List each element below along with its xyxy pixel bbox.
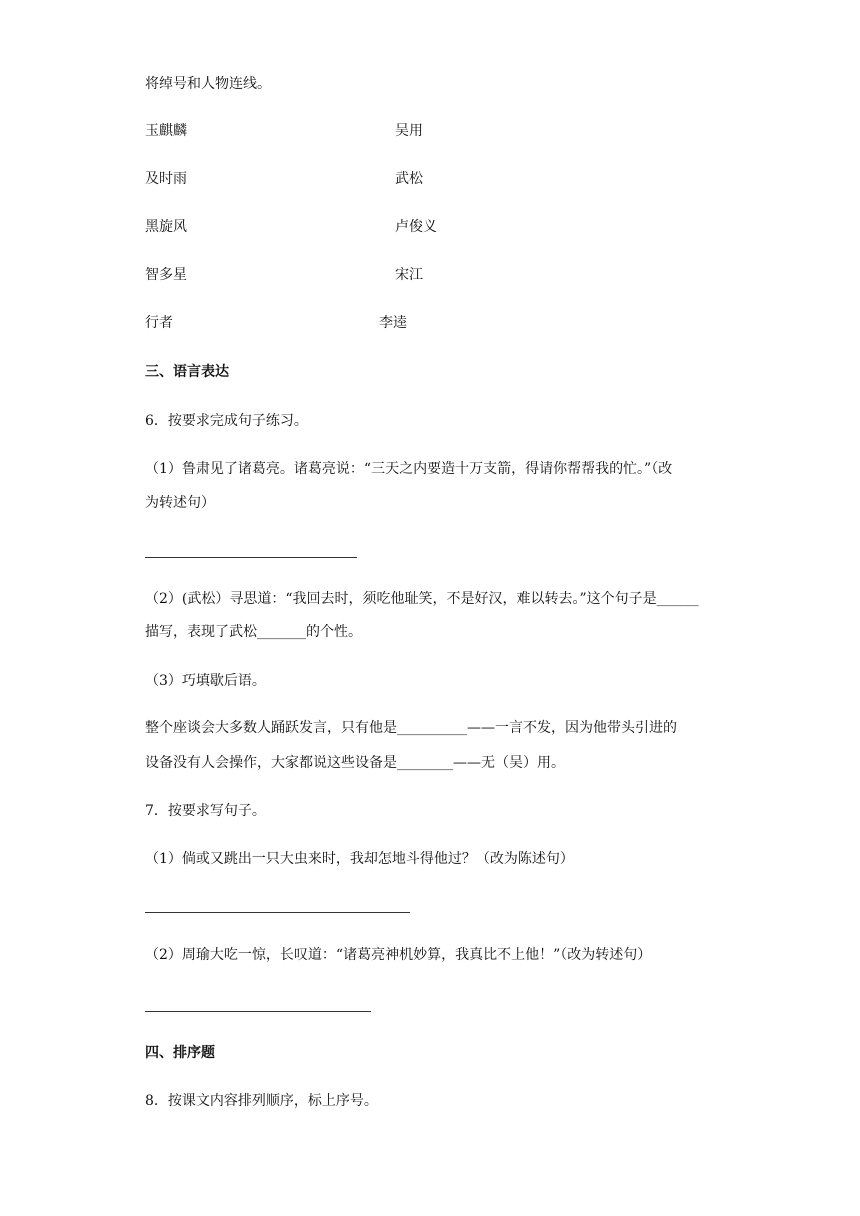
person-4: 宋江 — [395, 267, 423, 283]
q6-part2-line1: （2）(武松）寻思道：“我回去时，须吃他耻笑，不是好汉，难以转去。”这个句子是______ — [145, 591, 699, 607]
q6-part1-line2: 为转述句） — [145, 495, 215, 511]
nickname-3: 黑旋风 — [145, 219, 187, 235]
nickname-1: 玉麒麟 — [145, 123, 187, 139]
q7-part2-answer-line[interactable] — [145, 1011, 371, 1012]
nickname-4: 智多星 — [145, 267, 187, 283]
q6-part2-line2: 描写，表现了武松_______的个性。 — [145, 624, 362, 640]
person-3: 卢俊义 — [395, 219, 437, 235]
q6-part3-title: （3）巧填歇后语。 — [145, 673, 266, 689]
q6-part1-line1: （1）鲁肃见了诸葛亮。诸葛亮说：“三天之内要造十万支箭，得请你帮帮我的忙。”（改 — [145, 461, 673, 477]
question-8-title: 8．按课文内容排列顺序，标上序号。 — [145, 1093, 378, 1109]
match-instruction: 将绰号和人物连线。 — [145, 76, 271, 92]
section-3-heading: 三、语言表达 — [145, 364, 229, 380]
person-5: 李逵 — [379, 315, 407, 331]
q6-part1-answer-line[interactable] — [145, 557, 357, 558]
person-1: 吴用 — [395, 123, 423, 139]
q7-part2: （2）周瑜大吃一惊，长叹道：“诸葛亮神机妙算，我真比不上他！”（改为转述句） — [145, 947, 652, 963]
nickname-2: 及时雨 — [145, 171, 187, 187]
q7-part1: （1）倘或又跳出一只大虫来时，我却怎地斗得他过？（改为陈述句） — [145, 851, 574, 867]
q6-part3-line2: 设备没有人会操作，大家都说这些设备是________——无（吴）用。 — [145, 755, 565, 771]
person-2: 武松 — [395, 171, 423, 187]
q6-part3-line1: 整个座谈会大多数人踊跃发言，只有他是__________——一言不发，因为他带头引进的 — [145, 720, 677, 736]
q7-part1-answer-line[interactable] — [145, 912, 410, 913]
question-6-title: 6．按要求完成句子练习。 — [145, 413, 308, 429]
question-7-title: 7．按要求写句子。 — [145, 803, 266, 819]
nickname-5: 行者 — [145, 315, 173, 331]
section-4-heading: 四、排序题 — [145, 1045, 215, 1061]
